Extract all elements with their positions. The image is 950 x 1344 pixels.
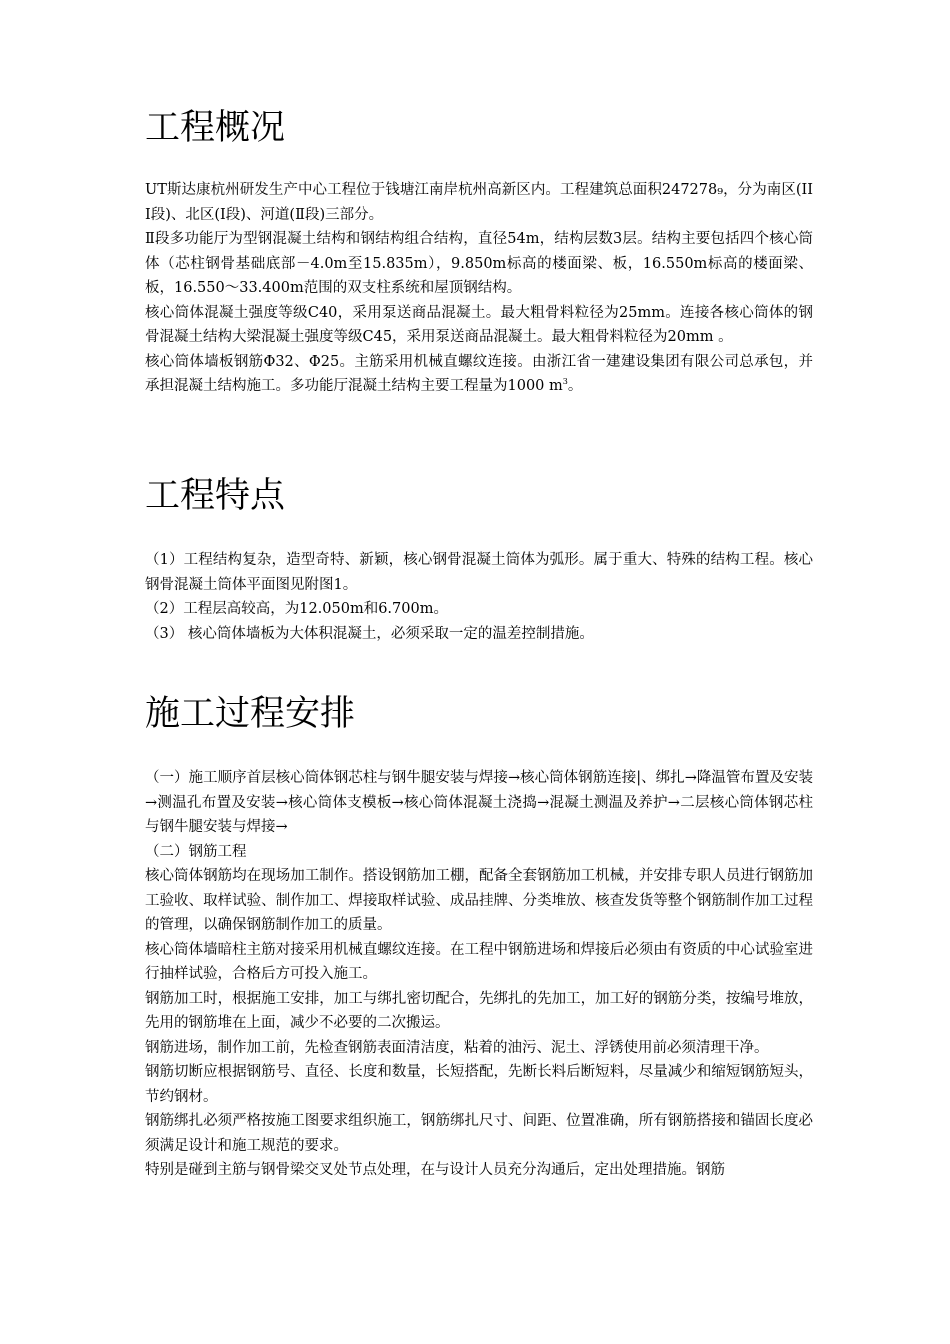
section-heading: 施工过程安排 xyxy=(145,694,356,734)
paragraph: UT斯达康杭州研发生产中心工程位于钱塘江南岸杭州高新区内。工程建筑总面积247278₉，分为南区(III段)、北区(Ⅰ段)、河道(Ⅱ段)三部分。 xyxy=(145,182,813,223)
paragraph: Ⅱ段多功能厅为型钢混凝土结构和钢结构组合结构，直径54m，结构层数3层。结构主要包括四个核心筒体（芯柱钢骨基础底部－4.0m至15.835m），9.850m标高的楼面梁、板，16.550m标高的楼面梁、板，16.550～33.400m范围的双支柱系统和屋顶钢结构。 xyxy=(145,231,813,296)
section-construction xyxy=(145,692,813,1183)
paragraph: （2）工程层高较高，为12.050m和6.700m。 xyxy=(145,601,448,617)
paragraph-text: 核心筒体墙板钢筋Φ32、Φ25。主筋采用机械直螺纹连接。由浙江省一建建设集团有限公司总承包，并承担混凝土结构施工。多功能厅混凝土结构主要工程量为1000 m xyxy=(145,353,813,394)
paragraph: （二）钢筋工程 xyxy=(145,843,247,860)
paragraph: 钢筋加工时，根据施工安排，加工与绑扎密切配合，先绑扎的先加工，加工好的钢筋分类，按编号堆放，先用的钢筋堆在上面，减少不必要的二次搬运。 xyxy=(145,990,813,1031)
paragraph: 钢筋进场，制作加工前，先检查钢筋表面清洁度，粘着的油污、泥土、浮锈使用前必须清理干净。 xyxy=(145,1039,769,1056)
superscript: 3 xyxy=(562,377,568,387)
paragraph-last xyxy=(145,350,813,399)
section-heading: 工程特点 xyxy=(145,476,286,516)
section-heading: 工程概况 xyxy=(145,108,286,148)
paragraph: 钢筋绑扎必须严格按施工图要求组织施工，钢筋绑扎尺寸、间距、位置准确，所有钢筋搭接和锚固长度必须满足设计和施工规范的要求。 xyxy=(145,1113,813,1154)
paragraph: （一）施工顺序首层核心筒体钢芯柱与钢牛腿安装与焊接→核心筒体钢筋连接|、绑扎→降温管布置及安装→测温孔布置及安装→核心筒体支模板→核心筒体混凝土浇捣→混凝土测温及养护→二层核心筒体钢芯柱与钢牛腿安装与焊接→ xyxy=(145,770,813,835)
section-overview xyxy=(145,106,813,399)
paragraph: 核心筒体混凝土强度等级C40，采用泵送商品混凝土。最大粗骨料粒径为25mm。连接各核心筒体的钢骨混凝土结构大梁混凝土强度等级C45，采用泵送商品混凝土。最大粗骨料粒径为20mm 。 xyxy=(145,304,813,345)
paragraph: （1）工程结构复杂，造型奇特、新颖，核心钢骨混凝土筒体为弧形。属于重大、特殊的结构工程。核心钢骨混凝土筒体平面图见附图1。 xyxy=(145,552,813,593)
section-features xyxy=(145,474,813,646)
paragraph: 钢筋切断应根据钢筋号、直径、长度和数量，长短搭配，先断长料后断短料，尽量减少和缩短钢筋短头，节约钢材。 xyxy=(145,1064,813,1105)
paragraph: 核心筒体墙暗柱主筋对接采用机械直螺纹连接。在工程中钢筋进场和焊接后必须由有资质的中心试验室进行抽样试验，合格后方可投入施工。 xyxy=(145,941,813,982)
paragraph: （3） 核心筒体墙板为大体积混凝土，必须采取一定的温差控制措施。 xyxy=(145,625,594,642)
paragraph: 核心筒体钢筋均在现场加工制作。搭设钢筋加工棚，配备全套钢筋加工机械，并安排专职人员进行钢筋加工验收、取样试验、制作加工、焊接取样试验、成品挂牌、分类堆放、核查发货等整个钢筋制作加工过程的管理，以确保钢筋制作加工的质量。 xyxy=(145,868,813,933)
paragraph: 特别是碰到主筋与钢骨梁交叉处节点处理，在与设计人员充分沟通后，定出处理措施。钢筋 xyxy=(145,1162,725,1178)
paragraph-tail: 。 xyxy=(567,378,583,394)
